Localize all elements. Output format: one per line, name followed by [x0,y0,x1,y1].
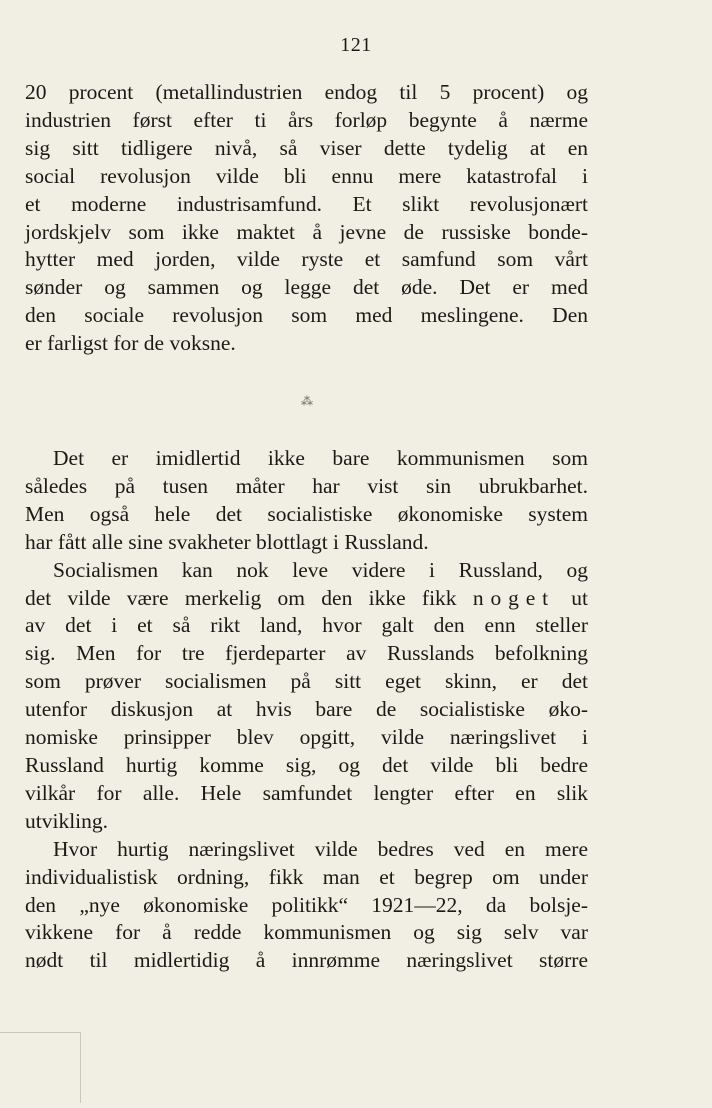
text-line: individualistisk ordning, fikk man et begrep om under [25,864,588,889]
text-line: vilkår for alle. Hele samfundet lengter efter en slik [25,780,588,805]
paragraph-3 [25,557,588,836]
text-line: er farligst for de voksne. [25,331,236,356]
text-line: 20 procent (metallindustrien endog til 5 procent) og [25,80,588,104]
text-line: har fått alle sine svakheter blottlagt i Russland. [25,529,429,554]
text-line: et moderne industrisamfund. Et slikt revolusjonært [25,191,588,216]
text-line: social revolusjon vilde bli ennu mere katastrofal i [25,163,588,188]
text-fragment: ut [571,585,589,610]
text-line: Hvor hurtig næringslivet vilde bedres ved en mere [53,836,588,861]
page-number: 121 [340,34,372,56]
text-line: den sociale revolusjon som med meslingene. Den [25,303,588,328]
text-line-with-emphasis [25,585,588,613]
page-corner-artifact [0,1032,81,1103]
paragraph-4 [25,836,588,976]
text-fragment: det vilde være merkelig om den ikke fikk [25,585,457,610]
text-line: utvikling. [25,808,109,833]
emphasized-word: noget [472,585,555,610]
text-line: nomiske prinsipper blev opgitt, vilde næringslivet i [25,725,588,750]
text-line: av det i et så rikt land, hvor galt den enn steller [25,613,588,638]
text-line: som prøver socialismen på sitt eget skinn, er det [25,669,588,694]
text-line: utenfor diskusjon at hvis bare de socialistiske øko- [25,697,588,722]
text-line: således på tusen måter har vist sin ubrukbarhet. [25,473,588,498]
paragraph-1 [25,79,588,358]
text-line: hytter med jorden, vilde ryste et samfund som vårt [25,247,588,272]
text-line: Socialismen kan nok leve videre i Russland, og [53,557,588,582]
text-line: Men også hele det socialistiske økonomiske system [25,501,588,526]
text-line: vikkene for å redde kommunismen og sig selv var [25,920,588,945]
text-line: den „nye økonomiske politikk“ 1921—22, da bolsje- [25,892,588,917]
text-line: sig. Men for tre fjerdeparter av Russlands befolkning [25,641,588,666]
text-line: industrien først efter ti års forløp begynte å nærme [25,107,588,132]
text-block-upper [25,79,588,358]
text-line: sønder og sammen og legge det øde. Det er med [25,275,588,300]
text-line: nødt til midlertidig å innrømme næringslivet større [25,948,588,973]
text-block-lower [25,445,588,975]
text-line: Russland hurtig komme sig, og det vilde bli bedre [25,752,588,777]
text-line: sig sitt tidligere nivå, så viser dette tydelig at en [25,135,588,160]
section-separator: ⁂ [301,394,313,408]
text-line: jordskjelv som ikke maktet å jevne de russiske bonde- [25,219,588,244]
text-line: Det er imidlertid ikke bare kommunismen som [53,446,588,470]
paragraph-2 [25,445,588,557]
